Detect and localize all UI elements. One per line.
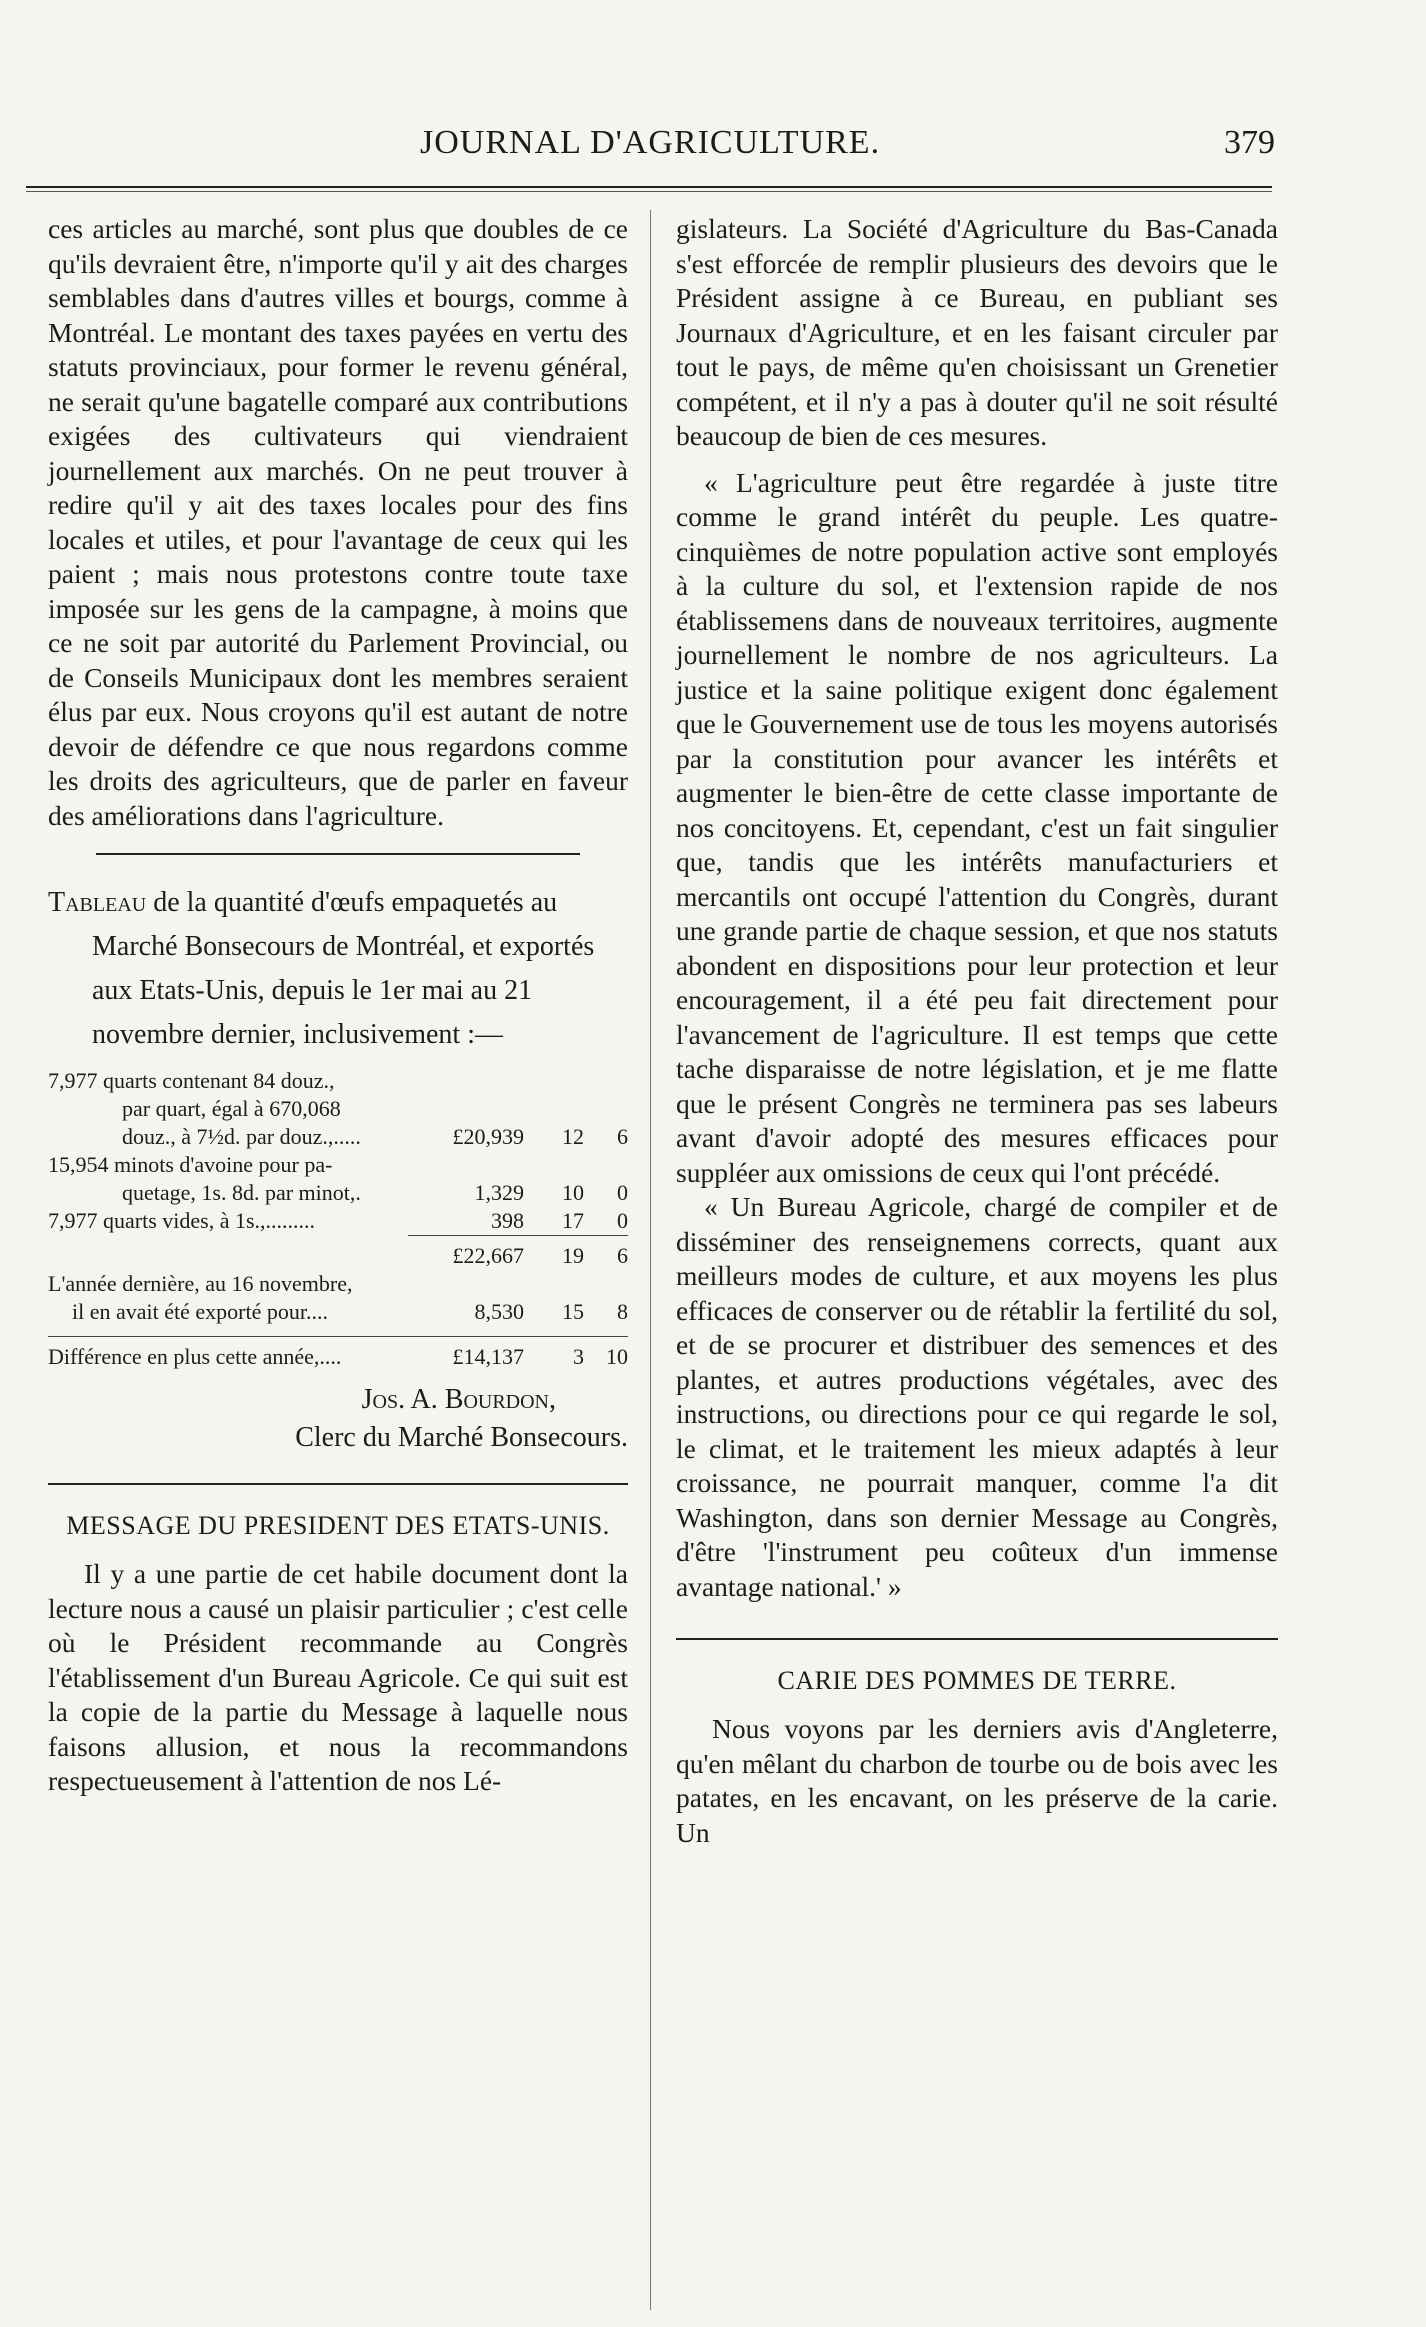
table-row	[48, 1095, 628, 1123]
header-rule	[26, 186, 1272, 192]
row-label: L'année dernière, au 16 novembre,	[48, 1271, 353, 1296]
total-pence: 6	[617, 1243, 628, 1268]
signature	[48, 1381, 628, 1457]
table-row	[48, 1270, 628, 1298]
quote-bureau: « Un Bureau Agricole, chargé de compiler et de disséminer des renseignemens corrects, quant aux meilleurs modes de culture, et aux moyens les plus efficaces de conserver ou de rétablir la fertilité du sol, et de se procurer et distribuer des semences et des plantes, et autres productions végétales, avec des instructions, ou directions pour ce qui regarde le sol, le climat, et le traitement les mieux adaptés à leur croissance, ne pourrait manquer, comme l'a dit Washington, dans son dernier Message au Congrès, d'être 'l'instrument peu coûteux d'un immense avantage national.' »	[676, 1191, 1278, 1602]
table-row	[48, 1179, 628, 1207]
row-label: 7,977 quarts vides, à 1s.,.........	[48, 1208, 316, 1233]
difference-pounds: £14,137	[452, 1344, 524, 1369]
difference-rule	[48, 1336, 628, 1337]
row-pounds: 1,329	[474, 1180, 524, 1205]
difference-shillings: 3	[573, 1344, 584, 1369]
row-label: il en avait été exporté pour....	[72, 1299, 328, 1324]
row-pence	[584, 1151, 628, 1179]
section-rule	[96, 853, 580, 855]
eggs-account-table	[48, 1067, 628, 1371]
row-shillings	[524, 1151, 584, 1179]
row-pence: 8	[617, 1299, 628, 1324]
row-shillings: 17	[562, 1208, 584, 1233]
table-row	[48, 1207, 628, 1235]
column-divider	[650, 210, 651, 2310]
difference-pence: 10	[606, 1344, 628, 1369]
tableau-text: de la quantité d'œufs empaquetés au Marché Bonsecours de Montréal, et exportés aux Etats-Unis, depuis le 1er mai au 21 novembre dernier, inclusivement :—	[92, 887, 595, 1050]
journal-title: JOURNAL D'AGRICULTURE.	[420, 124, 881, 161]
right-column	[676, 212, 1278, 1850]
row-label: quetage, 1s. 8d. par minot,.	[122, 1180, 361, 1205]
row-pence: 0	[617, 1180, 628, 1205]
message-paragraph: Il y a une partie de cet habile document dont la lecture nous a causé un plaisir particulier ; c'est celle où le Président recommande au Congrès l'établissement d'un Bureau Agricole. Ce qui suit est la copie de la partie du Message à laquelle nous faisons allusion, et nous la recommandons respectueusement à l'attention de nos Lé-	[48, 1558, 628, 1796]
row-label: par quart, égal à 670,068	[122, 1096, 341, 1121]
total-shillings: 19	[562, 1243, 584, 1268]
row-pounds: £20,939	[452, 1124, 524, 1149]
total-rule	[408, 1235, 628, 1236]
row-pence	[584, 1067, 628, 1095]
row-label: 7,977 quarts contenant 84 douz.,	[48, 1068, 335, 1093]
row-pounds	[428, 1067, 524, 1095]
left-column	[48, 212, 628, 1799]
row-label: douz., à 7½d. par douz.,.....	[122, 1124, 361, 1149]
total-row	[48, 1242, 628, 1270]
difference-row	[48, 1343, 628, 1371]
message-heading: MESSAGE DU PRESIDENT DES ETATS-UNIS.	[66, 1511, 610, 1540]
section-rule	[676, 1638, 1278, 1640]
row-shillings: 10	[562, 1180, 584, 1205]
row-shillings	[524, 1095, 584, 1123]
row-pence: 0	[617, 1208, 628, 1233]
running-header	[0, 118, 1426, 178]
table-row	[48, 1298, 628, 1326]
signatory-name: Jos. A. Bourdon,	[361, 1384, 556, 1415]
section-rule	[48, 1483, 628, 1485]
row-pounds: 8,530	[474, 1299, 524, 1324]
row-pounds	[428, 1151, 524, 1179]
row-label: 15,954 minots d'avoine pour pa-	[48, 1152, 333, 1177]
market-taxes-paragraph: ces articles au marché, sont plus que doubles de ce qu'ils devraient être, n'importe qu'il y ait des charges semblables dans d'autres villes et bourgs, comme à Montréal. Le montant des taxes payées en vertu des statuts provinciaux, pour former le revenu général, ne serait qu'une bagatelle comparé aux contributions exigées des cultivateurs qui viendraient journellement aux marchés. On ne peut trouver à redire qu'il y ait des taxes locales pour des fins locales et utiles, et pour l'avantage de ceux qui les paient ; mais nous protestons contre toute taxe imposée sur les gens de la campagne, à moins que ce ne soit par autorité du Parlement Provincial, ou de Conseils Municipaux dont les membres seraient élus par eux. Nous croyons qu'il est autant de notre devoir de défendre ce que nous regardons comme les droits des agriculteurs, que de parler en faveur des améliorations dans l'agriculture.	[48, 213, 628, 831]
row-pence: 6	[617, 1124, 628, 1149]
table-row	[48, 1151, 628, 1179]
row-pounds	[428, 1095, 524, 1123]
row-pence	[584, 1095, 628, 1123]
quote-agriculture: « L'agriculture peut être regardée à juste titre comme le grand intérêt du peuple. Les quatre-cinquièmes de notre population active sont employés à la culture du sol, et l'extension rapide de nos établissemens dans de nouveaux territoires, augmente journellement le nombre de nos agriculteurs. La justice et la saine politique exigent donc également que le Gouvernement use de tous les moyens autorisés par la constitution pour avancer les intérêts et augmenter le bien-être de cette classe importante de nos concitoyens. Et, cependant, c'est un fait singulier que, tandis que les intérêts manufacturiers et mercantils ont occupé l'attention du Congrès, durant une grande partie de chaque session, et que nos statuts abondent en dispositions pour leur protection et leur encouragement, il a été peu fait directement pour l'avancement de l'agriculture. Il est temps que cette tache disparaisse de notre législation, et je me flatte que le présent Congrès ne terminera pas ses labeurs avant d'avoir adopté des mesures efficaces pour suppléer aux omissions de ceux qui l'ont précédé.	[676, 466, 1278, 1188]
table-row	[48, 1123, 628, 1151]
page-number: 379	[1224, 124, 1275, 161]
row-shillings	[524, 1067, 584, 1095]
tableau-word: Tableau	[48, 887, 147, 918]
carie-paragraph: Nous voyons par les derniers avis d'Angleterre, qu'en mêlant du charbon de tourbe ou de bois avec les patates, en les encavant, on les préserve de la carie. Un	[676, 1713, 1278, 1848]
row-shillings: 15	[562, 1299, 584, 1324]
legislators-paragraph: gislateurs. La Société d'Agriculture du Bas-Canada s'est efforcée de remplir plusieurs des devoirs que le Président assigne à ce Bureau, en publiant ses Journaux d'Agriculture, et en les faisant circuler par tout le pays, de même qu'en choisissant un Grenetier compétent, et il n'y a pas à douter qu'il ne soit résulté beaucoup de bien de ces mesures.	[676, 213, 1278, 451]
total-pounds: £22,667	[452, 1243, 524, 1268]
difference-label: Différence en plus cette année,....	[48, 1344, 342, 1369]
tableau-intro	[48, 881, 628, 1057]
carie-heading: CARIE DES POMMES DE TERRE.	[777, 1666, 1177, 1695]
row-pounds: 398	[491, 1208, 524, 1233]
signatory-title: Clerc du Marché Bonsecours.	[295, 1422, 628, 1453]
row-shillings: 12	[562, 1124, 584, 1149]
table-row	[48, 1067, 628, 1095]
